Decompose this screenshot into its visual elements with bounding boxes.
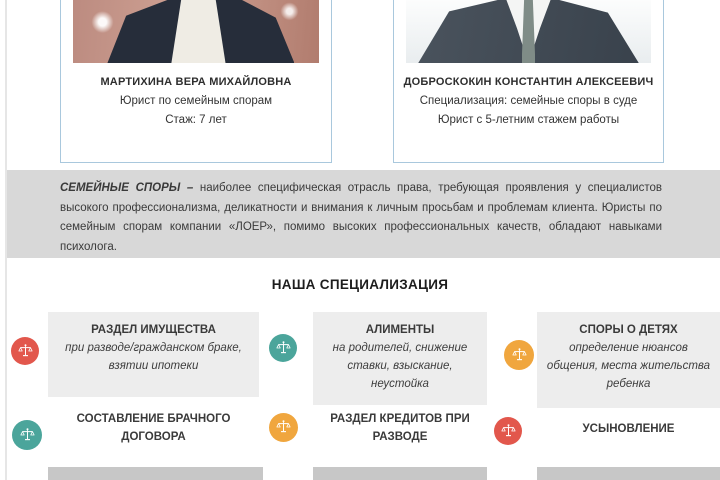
item-subtitle: на родителей, снижение ставки, взыскание, неустойка — [332, 342, 468, 390]
item-title: РАЗДЕЛ КРЕДИТОВ ПРИ РАЗВОДЕ — [330, 413, 470, 443]
lawyer-role: Юрист по семейным спорам — [119, 95, 273, 107]
lawyer-name: МАРТИХИНА ВЕРА МИХАЙЛОВНА — [100, 76, 292, 88]
item-title: УСЫНОВЛЕНИЕ — [582, 423, 675, 435]
scales-icon — [269, 413, 298, 442]
item-title: АЛИМЕНТЫ — [365, 324, 435, 336]
cropped-box — [537, 467, 720, 480]
item-title: СОСТАВЛЕНИЕ БРАЧНОГО ДОГОВОРА — [76, 413, 231, 443]
tie-shape — [522, 0, 536, 63]
scales-icon — [11, 337, 39, 365]
lawyer-name: ДОБРОСКОКИН КОНСТАНТИН АЛЕКСЕЕВИЧ — [403, 76, 654, 88]
lawyer-experience: Юрист с 5-летним стажем работы — [437, 114, 620, 126]
intro-body: наиболее специфическая отрасль права, требующая проявления у специалистов высокого профессионализма, деликатности и внимания к личным просьбам и проблемам клиента. Юристы по семейным спорам компании «ЛОЕР», помимо высоких профессиональных качеств, обладают навыками психолога. — [60, 182, 662, 253]
specialization-item — [48, 312, 259, 397]
lawyer-role: Специализация: семейные споры в суде — [419, 95, 638, 107]
man-portrait-photo — [406, 0, 651, 63]
item-subtitle: при разводе/гражданском браке, взятии ипотеки — [65, 342, 242, 372]
specialization-item — [537, 416, 720, 438]
item-title: РАЗДЕЛ ИМУЩЕСТВА — [91, 324, 216, 336]
intro-text — [60, 179, 662, 257]
scales-icon — [12, 420, 42, 450]
specialization-item — [313, 406, 487, 446]
cropped-box — [48, 467, 263, 480]
intro-block — [7, 170, 720, 258]
lawyer-card-left — [60, 0, 332, 163]
item-title: СПОРЫ О ДЕТЯХ — [579, 324, 678, 336]
specialization-item — [313, 312, 487, 405]
specialization-item — [48, 406, 259, 446]
woman-portrait-photo — [73, 0, 319, 63]
scales-icon — [504, 340, 534, 370]
scales-icon — [494, 417, 522, 445]
specialization-item — [537, 312, 720, 408]
lawyer-experience: Стаж: 7 лет — [165, 114, 227, 126]
lawyer-card-right — [393, 0, 664, 163]
item-subtitle: определение нюансов общения, места жительства ребенка — [546, 342, 711, 390]
section-heading: НАША СПЕЦИАЛИЗАЦИЯ — [271, 277, 449, 292]
intro-lead: СЕМЕЙНЫЕ СПОРЫ – — [60, 182, 194, 194]
cropped-box — [313, 467, 487, 480]
scales-icon — [269, 334, 297, 362]
